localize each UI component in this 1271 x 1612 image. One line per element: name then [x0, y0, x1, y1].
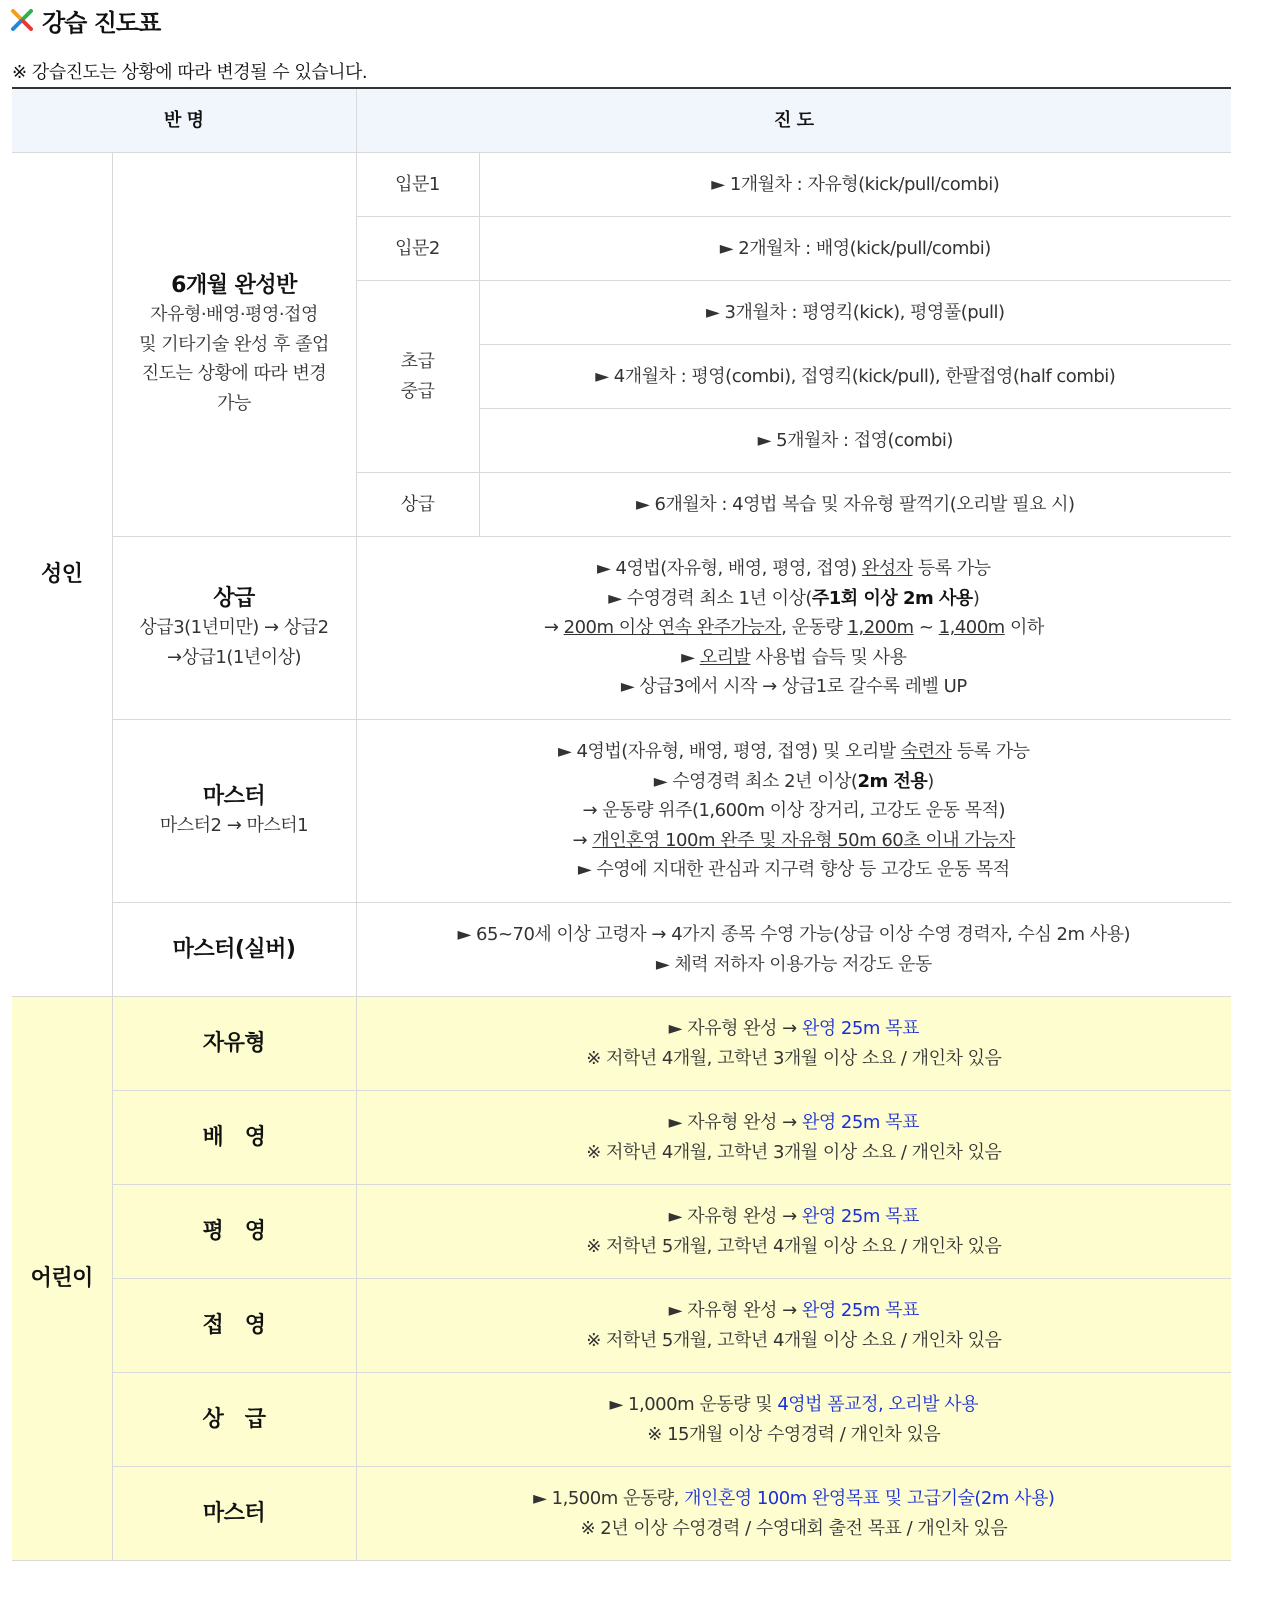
progress-line: ※ 15개월 이상 수영경력 / 개인차 있음 [647, 1423, 941, 1445]
progress-line: ► 65~70세 이상 고령자 → 4가지 종목 수영 가능(상급 이상 수영 경력자, 수심 2m 사용) [457, 924, 1131, 945]
kids-progress [356, 1091, 1231, 1185]
progress-line: ► 자유형 완성 → 완영 25m 목표 [668, 1300, 919, 1321]
kids-progress [356, 1467, 1231, 1561]
table-row [12, 1467, 1231, 1561]
progress-line: ※ 저학년 5개월, 고학년 4개월 이상 소요 / 개인차 있음 [586, 1329, 1002, 1351]
kids-progress [356, 1279, 1231, 1373]
progress-cell: ► 3개월차 : 평영킥(kick), 평영풀(pull) [479, 281, 1231, 345]
level-beginner: 초급 [400, 351, 435, 372]
six-month-desc-1: 자유형·배영·평영·접영 [150, 304, 318, 326]
master-title: 마스터 [202, 783, 266, 809]
master-class [112, 720, 356, 903]
six-month-class [112, 153, 356, 537]
advanced-sub-2: →상급1(1년이상) [167, 646, 301, 668]
header-progress: 진 도 [356, 88, 1231, 153]
progress-cell: ► 6개월차 : 4영법 복습 및 자유형 팔꺽기(오리발 필요 시) [479, 473, 1231, 537]
table-row [12, 1373, 1231, 1467]
progress-line: ※ 2년 이상 수영경력 / 수영대회 출전 목표 / 개인차 있음 [580, 1517, 1008, 1539]
level-cell: 입문1 [356, 153, 479, 217]
table-row [12, 997, 1231, 1091]
level-cell-mid [356, 281, 479, 473]
table-header-row [12, 88, 1231, 153]
progress-line: ► 상급3에서 시작 → 상급1로 갈수록 레벨 UP [620, 676, 967, 698]
kids-class-name: 접 영 [112, 1279, 356, 1373]
advanced-title: 상급 [213, 585, 255, 611]
six-month-desc-2: 및 기타기술 완성 후 졸업 [139, 333, 329, 355]
x-logo-icon [10, 8, 34, 32]
table-row [12, 1185, 1231, 1279]
progress-line: ► 4영법(자유형, 배영, 평영, 접영) 및 오리발 숙련자 등록 가능 [557, 741, 1030, 763]
table-row [12, 537, 1231, 720]
progress-line: ※ 저학년 4개월, 고학년 3개월 이상 소요 / 개인차 있음 [586, 1141, 1002, 1163]
progress-cell: ► 4개월차 : 평영(combi), 접영킥(kick/pull), 한팔접영(half combi) [479, 345, 1231, 409]
six-month-desc-4: 가능 [217, 392, 251, 414]
level-intermediate: 중급 [400, 380, 435, 402]
progress-line: ► 체력 저하자 이용가능 저강도 운동 [655, 953, 932, 975]
six-month-title: 6개월 완성반 [171, 272, 297, 298]
silver-progress [356, 903, 1231, 997]
master-progress [356, 720, 1231, 903]
level-cell: 입문2 [356, 217, 479, 281]
progress-cell: ► 1개월차 : 자유형(kick/pull/combi) [479, 153, 1231, 217]
level-cell: 상급 [356, 473, 479, 537]
progress-cell: ► 2개월차 : 배영(kick/pull/combi) [479, 217, 1231, 281]
notice-text: ※ 강습진도는 상황에 따라 변경될 수 있습니다. [12, 62, 368, 83]
advanced-sub-1: 상급3(1년미만) → 상급2 [139, 617, 329, 639]
progress-line: ► 1,000m 운동량 및 4영법 폼교정, 오리발 사용 [609, 1394, 979, 1415]
six-month-desc-3: 진도는 상황에 따라 변경 [141, 363, 327, 385]
progress-line: ► 자유형 완성 → 완영 25m 목표 [668, 1112, 919, 1133]
header-class: 반 명 [12, 88, 356, 153]
progress-line: ※ 저학년 5개월, 고학년 4개월 이상 소요 / 개인차 있음 [586, 1235, 1002, 1257]
master-sub: 마스터2 → 마스터1 [159, 815, 309, 836]
title-text: 강습 진도표 [42, 8, 161, 37]
table-row [12, 153, 1231, 217]
page-title [10, 2, 160, 38]
advanced-progress [356, 537, 1231, 720]
progress-line: ► 4영법(자유형, 배영, 평영, 접영) 완성자 등록 가능 [596, 558, 991, 580]
advanced-class [112, 537, 356, 720]
progress-line: ► 자유형 완성 → 완영 25m 목표 [668, 1206, 919, 1227]
adult-label: 성인 [12, 153, 112, 997]
table-row [12, 720, 1231, 903]
kids-progress [356, 997, 1231, 1091]
progress-line: → 개인혼영 100m 완주 및 자유형 50m 60초 이내 가능자 [572, 829, 1016, 851]
progress-line: → 운동량 위주(1,600m 이상 장거리, 고강도 운동 목적) [582, 800, 1006, 822]
progress-line: ► 자유형 완성 → 완영 25m 목표 [668, 1018, 919, 1039]
kids-progress [356, 1185, 1231, 1279]
kids-progress [356, 1373, 1231, 1467]
kids-class-name: 평 영 [112, 1185, 356, 1279]
kids-label: 어린이 [12, 997, 112, 1561]
progress-line: ► 수영에 지대한 관심과 지구력 향상 등 고강도 운동 목적 [577, 859, 1010, 881]
kids-class-name: 자유형 [112, 997, 356, 1091]
kids-class-name: 마스터 [112, 1467, 356, 1561]
table-row [12, 1091, 1231, 1185]
progress-line: → 200m 이상 연속 완주가능자, 운동량 1,200m ~ 1,400m 이하 [543, 617, 1044, 639]
kids-class-name: 상 급 [112, 1373, 356, 1467]
kids-class-name: 배 영 [112, 1091, 356, 1185]
progress-line: ※ 저학년 4개월, 고학년 3개월 이상 소요 / 개인차 있음 [586, 1047, 1002, 1069]
progress-cell: ► 5개월차 : 접영(combi) [479, 409, 1231, 473]
table-row [12, 903, 1231, 997]
table-row [12, 1279, 1231, 1373]
silver-title: 마스터(실버) [112, 903, 356, 997]
progress-line: ► 1,500m 운동량, 개인혼영 100m 완영목표 및 고급기술(2m 사용) [533, 1488, 1055, 1509]
progress-line: ► 수영경력 최소 2년 이상(2m 전용) [653, 770, 934, 792]
progress-line: ► 수영경력 최소 1년 이상(주1회 이상 2m 사용) [608, 587, 980, 609]
progress-line: ► 오리발 사용법 습득 및 사용 [681, 646, 907, 668]
progress-table [12, 87, 1231, 1561]
